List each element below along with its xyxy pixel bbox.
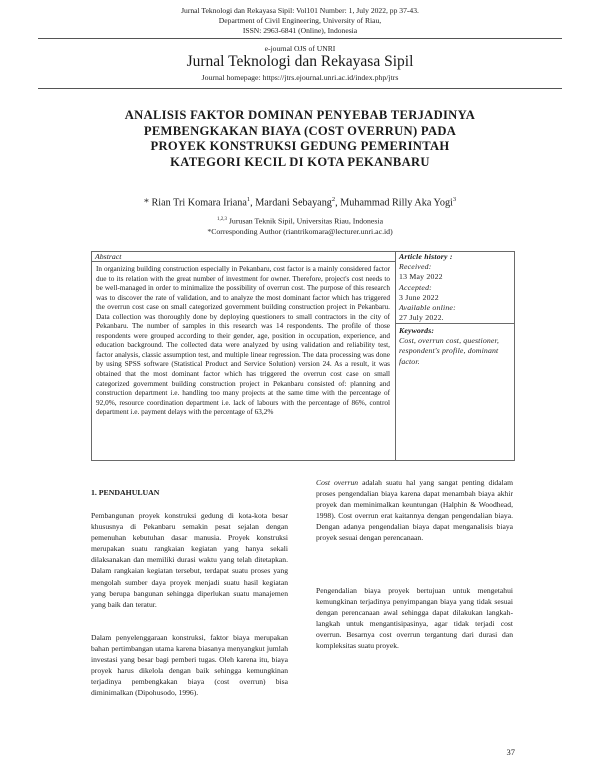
abstract-heading: Abstract: [95, 252, 122, 261]
keywords-text: Cost, overrun cost, questioner, respondent's profile, dominant factor.: [399, 336, 499, 366]
article-title: [0, 108, 600, 170]
article-history: [399, 252, 511, 323]
affiliation: [0, 215, 600, 227]
section-heading: 1. PENDAHULUAN: [91, 488, 160, 497]
received-date: 13 May 2022: [399, 272, 443, 282]
corresponding-author: *Corresponding Author (riantrikomara@lecturer.unri.ac.id): [207, 227, 393, 236]
available-label: Available online:: [399, 303, 456, 313]
title-line: ANALISIS FAKTOR DOMINAN PENYEBAB TERJADINYA: [124, 108, 476, 122]
abstract-divider: [91, 261, 395, 262]
running-header-issn: ISSN: 2963-6841 (Online), Indonesia: [242, 26, 358, 35]
keywords-heading: Keywords:: [399, 326, 435, 335]
author-name: , Mardani Sebayang: [250, 197, 332, 209]
title-line: PEMBENGKAKAN BIAYA (COST OVERRUN) PADA: [143, 123, 457, 138]
accepted-date: 3 June 2022: [399, 292, 439, 302]
journal-title: Jurnal Teknologi dan Rekayasa Sipil: [186, 53, 414, 70]
accepted-label: Accepted:: [399, 282, 432, 292]
running-header-department: Department of Civil Engineering, University of Riau,: [218, 16, 382, 25]
available-date: 27 July 2022.: [399, 313, 444, 323]
left-paragraph: Pembangunan proyek konstruksi gedung di kota-kota besar khususnya di Pekanbaru semakin pesat sejalan dengan pemenuhan kebutuhan dasar manusia. Proyek konstruksi merupakan suatu rangkaian kegiatan yang hanya sekali dilaksanakan dan memiliki durasi waktu yang telah ditetapkan. Dalam rangkaian kegiatan tersebut, terdapat suatu proses yang mengolah sumber daya proyek menjadi suatu hasil kegiatan yang berupa bangunan sehingga diperlukan suatu manajemen yang baik dan teratur.: [91, 511, 288, 609]
right-paragraph-text: adalah suatu hal yang sangat penting didalam proses pengendalian biaya karena dapat menambah biaya akhir proyek dan meminimalkan keuntungan (Halphin & Woodhead, 1998). Cost overrun erat kaitannya dengan pengendalian biaya. Dengan adanya pengendalian biaya dapat menganalisis biaya proyek sesuai dengan perencanaan.: [316, 478, 513, 543]
author-sup: 3: [452, 196, 457, 203]
running-header-citation: Jurnal Teknologi dan Rekayasa Sipil: Vol101 Number: 1, July 2022, pp 37-43.: [181, 6, 419, 15]
title-line: KATEGORI KECIL DI KOTA PEKANBARU: [170, 154, 430, 169]
received-label: Received:: [399, 262, 432, 272]
affiliation-text: Jurusan Teknik Sipil, Universitas Riau, Indonesia: [226, 216, 384, 226]
keywords-divider: [395, 323, 514, 324]
left-paragraph: Dalam penyelenggaraan konstruksi, faktor biaya merupakan bahan pertimbangan utama karena biasanya menyangkut jumlah investasi yang besar bagi pemberi tugas. Oleh karena itu, biaya proyek harus dikelola dengan baik sehingga kemungkinan terjadinya pembengkakan biaya (cost overrun) bisa diminimalkan (Dipohusodo, 1996).: [91, 633, 288, 698]
author-name: * Rian Tri Komara Iriana: [143, 197, 247, 209]
author-sup: 2: [331, 196, 336, 203]
author-name: , Muhammad Rilly Aka Yogi: [335, 197, 453, 209]
title-line: PROYEK KONSTRUKSI GEDUNG PEMERINTAH: [150, 139, 450, 153]
journal-divider: [38, 88, 562, 89]
page-number: 37: [506, 747, 515, 757]
authors: [0, 193, 600, 209]
header-divider: [38, 38, 562, 39]
author-sup: 1: [246, 196, 251, 203]
cost-overrun-term: Cost overrun: [316, 478, 359, 487]
keywords: [399, 326, 507, 367]
abstract-text: In organizing building construction especially in Pekanbaru, cost factor is a mainly considered factor due to its relation with the great number of investment for owner. Therefore, project's cost needs to be well-managed in order to minimalize the possibility of overrun cost. The purpose of this research was to discover the rate of validation, and to analyze the most dominant factor which has triggered the overrun cost case on small categorized government building construction project in Pekanbaru. Data collection was thoroughly done by deploying questioners to small contractors in the city of Pekanbaru. The number of samples in this research was 14 respondents. The profile of those respondents were grouped according to their gender, age, position in occupation, experience, and education background. The collected data were analyzed by using validation and reliability test, factor analysis, classic assumption test, and multiple linear regression. The data processing was done by using SPSS software (Statistical Product and Service Solution) version 24. As a result, it was obtained that the most dominant factor which has triggered the overrun cost case on small categorized government building construction project in Pekanbaru consisted of: planning and construction department i.e. handling too many projects at the same time with the percentage of 92,0%, resource coordination department i.e. lack of labours with the percentage of 86%, control department i.e. payment delays with the percentage of 63,2%: [96, 265, 390, 417]
right-paragraph: Pengendalian biaya proyek bertujuan untuk mengetahui kemungkinan terjadinya penyimpangan biaya yang tidak sesuai dengan perencanaan awal sehingga dapat dilakukan langkah-langkah untuk mengantisipasinya, agar tidak terjadi cost overrun. Besarnya cost overrun tergantung dari durasi dan kompleksitas suatu proyek.: [316, 586, 513, 651]
affiliation-sup: 1,2,3: [216, 217, 227, 222]
right-paragraph: [316, 477, 513, 544]
journal-homepage: Journal homepage: https://jtrs.ejournal.unri.ac.id/index.php/jtrs: [201, 73, 399, 82]
ejournal-label: e-journal OJS of UNRI: [264, 44, 336, 53]
article-history-heading: Article history :: [399, 252, 453, 261]
